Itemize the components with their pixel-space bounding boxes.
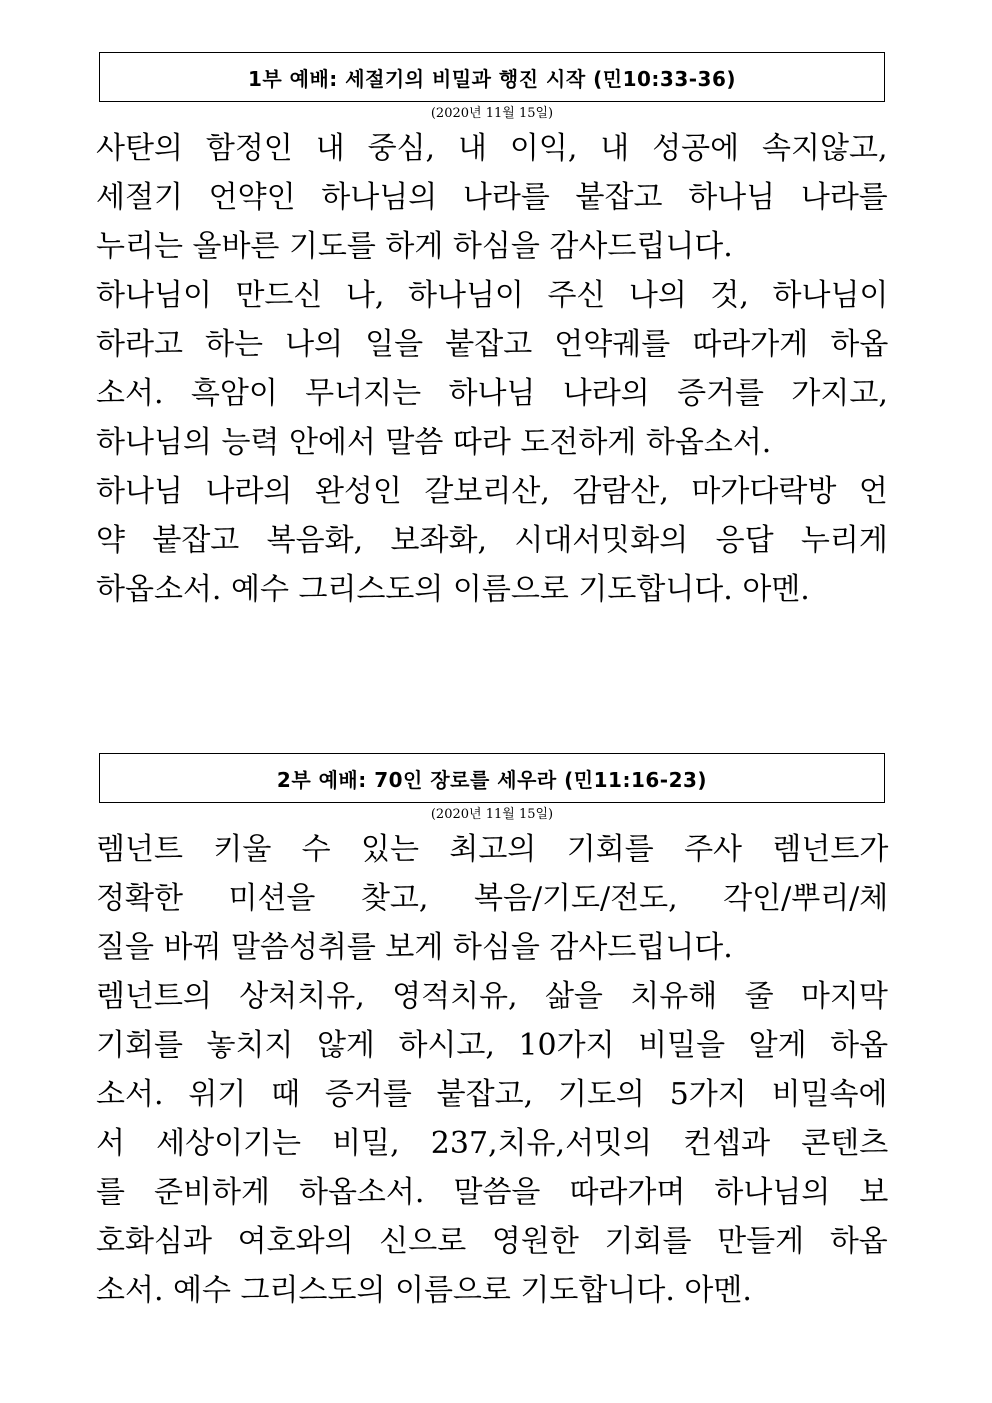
section1-line-10: 하옵소서. 예수 그리스도의 이름으로 기도합니다. 아멘.: [96, 572, 810, 607]
section1-body: [96, 124, 888, 614]
section2-body: [96, 825, 888, 1315]
section2-line-7: 서 세상이기는 비밀, 237,치유,서밋의 컨셉과 콘텐츠: [96, 1126, 889, 1161]
section2-title: 2부 예배: 70인 장로를 세우라 (민11:16-23): [276, 767, 708, 792]
section1-line-7: 하나님의 능력 안에서 말씀 따라 도전하게 하옵소서.: [96, 425, 772, 460]
section1-line-1: 사탄의 함정인 내 중심, 내 이익, 내 성공에 속지않고,: [96, 131, 888, 166]
section1-title-box: [99, 52, 885, 102]
section1-line-2: 세절기 언약인 하나님의 나라를 붙잡고 하나님 나라를: [96, 180, 888, 215]
section1-line-8: 하나님 나라의 완성인 갈보리산, 감람산, 마가다락방 언: [96, 474, 888, 509]
section2-line-2: 정확한 미션을 찾고, 복음/기도/전도, 각인/뿌리/체: [96, 881, 889, 916]
section2-line-1: 렘넌트 키울 수 있는 최고의 기회를 주사 렘넌트가: [96, 832, 889, 867]
section2-title-box: [99, 753, 885, 803]
section2-line-9: 호화심과 여호와의 신으로 영원한 기회를 만들게 하옵: [96, 1224, 888, 1259]
section1-line-9: 약 붙잡고 복음화, 보좌화, 시대서밋화의 응답 누리게: [96, 523, 888, 558]
section2-line-10: 소서. 예수 그리스도의 이름으로 기도합니다. 아멘.: [96, 1273, 752, 1308]
section1-title: 1부 예배: 세절기의 비밀과 행진 시작 (민10:33-36): [247, 66, 737, 91]
section2-line-4: 렘넌트의 상처치유, 영적치유, 삶을 치유해 줄 마지막: [96, 979, 888, 1014]
section1-line-3: 누리는 올바른 기도를 하게 하심을 감사드립니다.: [96, 229, 733, 264]
section2-line-5: 기회를 놓치지 않게 하시고, 10가지 비밀을 알게 하옵: [96, 1028, 889, 1063]
section1-date: (2020년 11월 15일): [430, 106, 554, 121]
section2-date: (2020년 11월 15일): [430, 807, 554, 822]
section2-line-6: 소서. 위기 때 증거를 붙잡고, 기도의 5가지 비밀속에: [96, 1077, 888, 1112]
section2-line-3: 질을 바꿔 말씀성취를 보게 하심을 감사드립니다.: [96, 930, 733, 965]
section2-line-8: 를 준비하게 하옵소서. 말씀을 따라가며 하나님의 보: [96, 1175, 889, 1210]
section1-line-6: 소서. 흑암이 무너지는 하나님 나라의 증거를 가지고,: [96, 376, 888, 411]
section1-line-5: 하라고 하는 나의 일을 붙잡고 언약궤를 따라가게 하옵: [96, 327, 889, 362]
section1-line-4: 하나님이 만드신 나, 하나님이 주신 나의 것, 하나님이: [96, 278, 889, 313]
